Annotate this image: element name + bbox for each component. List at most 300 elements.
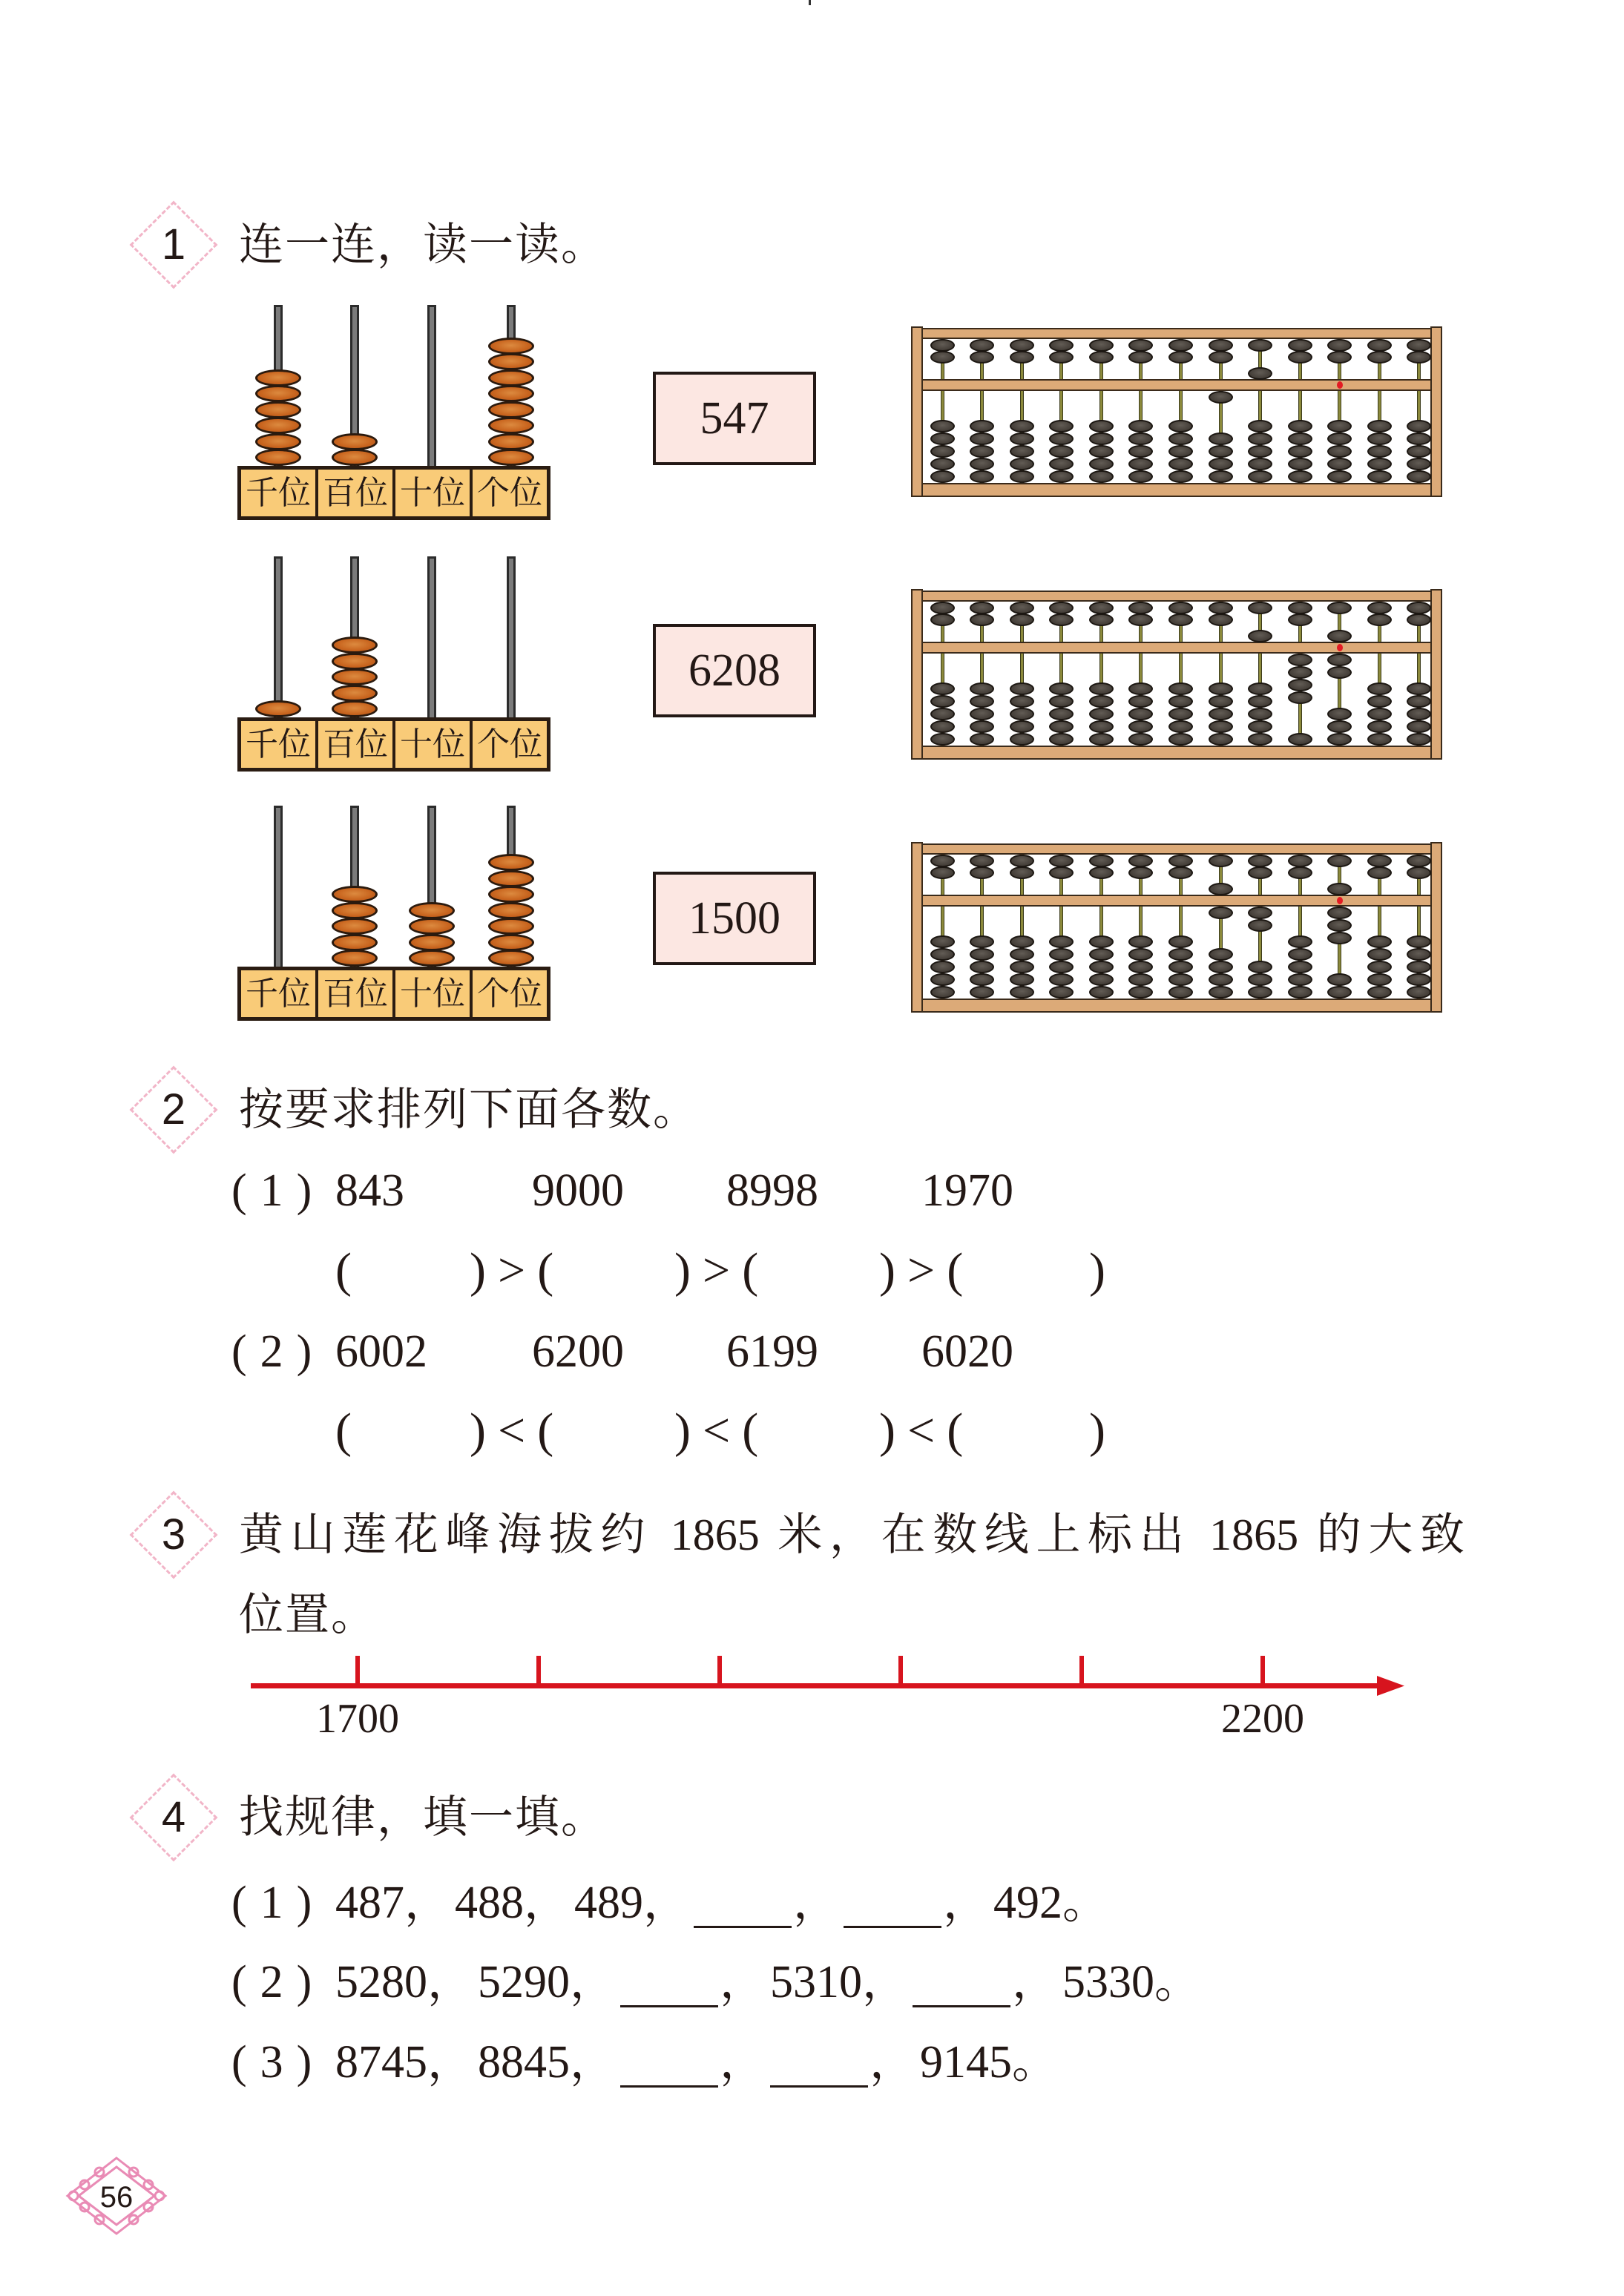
- lower-bead-icon: [1248, 695, 1272, 708]
- lower-bead-icon: [1407, 708, 1431, 720]
- frame-top-bar: [921, 328, 1432, 339]
- part-label: (2): [231, 1326, 326, 1377]
- lower-bead-icon: [1327, 708, 1352, 720]
- lower-bead-icon: [1327, 932, 1352, 944]
- bead-icon: [488, 870, 534, 887]
- lower-bead-icon: [1367, 682, 1392, 695]
- number-line[interactable]: [251, 1647, 1416, 1743]
- frame-beam: [921, 642, 1432, 654]
- lower-bead-icon: [1209, 986, 1233, 999]
- lower-bead-icon: [930, 432, 955, 445]
- lower-bead-icon: [1327, 432, 1352, 445]
- answer-blank[interactable]: [620, 2005, 718, 2007]
- lower-bead-icon: [1209, 695, 1233, 708]
- terminator: 。: [1062, 1878, 1109, 1928]
- frame-bottom-bar: [921, 483, 1432, 497]
- lower-bead-icon: [1367, 948, 1392, 961]
- lower-bead-icon: [1248, 708, 1272, 720]
- bead-stack-hundreds: [332, 806, 378, 967]
- lower-bead-icon: [1010, 708, 1034, 720]
- lower-bead-icon: [930, 720, 955, 733]
- lower-bead-icon: [970, 961, 994, 973]
- lower-bead-icon: [1209, 470, 1233, 483]
- lower-bead-icon: [1327, 733, 1352, 746]
- lower-bead-icon: [1010, 695, 1034, 708]
- separator: ，: [720, 1957, 766, 2007]
- frame-post: [911, 326, 923, 497]
- upper-bead-icon: [1049, 602, 1074, 614]
- place-value-abacus: [237, 556, 550, 772]
- bead-stack-hundreds: [332, 556, 378, 717]
- lower-bead-icon: [970, 948, 994, 961]
- label-ones: 个位: [470, 470, 547, 516]
- lower-bead-icon: [930, 733, 955, 746]
- lower-bead-icon: [1168, 708, 1193, 720]
- given-number: 9000: [532, 1165, 624, 1216]
- lower-bead-icon: [1010, 682, 1034, 695]
- answer-blank[interactable]: [770, 2085, 868, 2088]
- lower-bead-icon: [1288, 679, 1312, 691]
- upper-bead-icon: [1049, 866, 1074, 879]
- lower-bead-icon: [1209, 720, 1233, 733]
- lower-bead-icon: [1168, 973, 1193, 986]
- exercise-number: 2: [161, 1085, 186, 1134]
- bead-icon: [488, 353, 534, 370]
- separator: ，: [524, 1878, 571, 1928]
- lower-bead-icon: [1128, 708, 1153, 720]
- upper-bead-icon: [930, 614, 955, 626]
- frame-post: [911, 842, 923, 1013]
- bead-icon: [488, 369, 534, 386]
- upper-bead-icon: [1367, 614, 1392, 626]
- frame-bottom-bar: [921, 999, 1432, 1013]
- label-hundreds: 百位: [315, 970, 392, 1017]
- bead-icon: [332, 449, 378, 466]
- upper-bead-icon: [1367, 602, 1392, 614]
- answer-slot-open[interactable]: (: [335, 1243, 364, 1297]
- lower-bead-icon: [970, 708, 994, 720]
- lower-bead-icon: [1288, 458, 1312, 470]
- upper-bead-icon: [1248, 367, 1272, 380]
- upper-bead-icon: [1407, 339, 1431, 352]
- suanpan-abacus: [911, 841, 1442, 1013]
- upper-bead-icon: [930, 866, 955, 879]
- lower-bead-icon: [1367, 420, 1392, 432]
- lower-bead-icon: [1128, 432, 1153, 445]
- frame-post: [1430, 326, 1442, 497]
- separator: ，: [427, 1957, 474, 2007]
- lower-bead-icon: [930, 948, 955, 961]
- bead-icon: [332, 886, 378, 903]
- lower-bead-icon: [1288, 666, 1312, 679]
- answer-slot-joiner[interactable]: )>(: [879, 1243, 976, 1297]
- lower-bead-icon: [1089, 973, 1114, 986]
- lower-bead-icon: [1089, 695, 1114, 708]
- lower-bead-icon: [1327, 470, 1352, 483]
- separator: ，: [869, 2037, 916, 2088]
- lower-bead-icon: [1367, 695, 1392, 708]
- upper-bead-icon: [1010, 602, 1034, 614]
- bead-icon: [255, 385, 301, 402]
- lower-bead-icon: [1407, 986, 1431, 999]
- label-thousands: 千位: [246, 475, 311, 511]
- lower-bead-icon: [1089, 961, 1114, 973]
- exercise-3-title-line-2: 位置。: [239, 1591, 377, 1639]
- tick-mark: [1079, 1656, 1084, 1685]
- exercise-3-marker: [130, 1491, 217, 1579]
- bead-stack-tens: [409, 556, 455, 717]
- upper-bead-icon: [1248, 339, 1272, 352]
- upper-bead-icon: [1128, 602, 1153, 614]
- given-number: 843: [335, 1165, 404, 1216]
- label-tens: 十位: [392, 470, 470, 516]
- given-number: 1970: [921, 1165, 1013, 1216]
- upper-bead-icon: [1089, 614, 1114, 626]
- lower-bead-icon: [1089, 420, 1114, 432]
- sequence-number: 8745: [335, 2037, 427, 2088]
- bead-stack-thousands: [255, 806, 301, 967]
- lower-bead-icon: [1128, 986, 1153, 999]
- lower-bead-icon: [1049, 733, 1074, 746]
- bead-stack-ones: [488, 806, 534, 967]
- bead-icon: [332, 918, 378, 935]
- lower-bead-icon: [1168, 733, 1193, 746]
- lower-bead-icon: [1288, 691, 1312, 704]
- upper-bead-icon: [1168, 614, 1193, 626]
- sequence-number: 5280: [335, 1957, 427, 2007]
- bead-icon: [488, 433, 534, 450]
- lower-bead-icon: [1367, 708, 1392, 720]
- upper-bead-icon: [1248, 602, 1272, 614]
- lower-bead-icon: [970, 720, 994, 733]
- answer-slot-joiner[interactable]: )<(: [470, 1404, 566, 1458]
- lower-bead-icon: [970, 935, 994, 948]
- answer-slot-close[interactable]: ): [1089, 1404, 1117, 1458]
- upper-bead-icon: [1010, 339, 1034, 352]
- page-number: 56: [99, 2181, 134, 2214]
- lower-bead-icon: [1248, 733, 1272, 746]
- lower-bead-icon: [1288, 973, 1312, 986]
- separator: ，: [943, 1878, 990, 1928]
- upper-bead-icon: [1367, 339, 1392, 352]
- lower-bead-icon: [1128, 420, 1153, 432]
- label-thousands: 千位: [246, 726, 311, 763]
- answer-blank[interactable]: [913, 2005, 1010, 2007]
- lower-bead-icon: [1049, 458, 1074, 470]
- suanpan-abacus: [911, 325, 1442, 498]
- upper-bead-icon: [1209, 602, 1233, 614]
- bead-icon: [332, 653, 378, 670]
- answer-slot-joiner[interactable]: )<(: [674, 1404, 771, 1458]
- lower-bead-icon: [1367, 432, 1392, 445]
- lower-bead-icon: [1010, 948, 1034, 961]
- answer-slot-joiner[interactable]: )>(: [470, 1243, 566, 1297]
- lower-bead-icon: [1089, 470, 1114, 483]
- answer-slot-joiner[interactable]: )>(: [674, 1243, 771, 1297]
- answer-slot-open[interactable]: (: [335, 1404, 364, 1458]
- lower-bead-icon: [970, 733, 994, 746]
- exercise-2-marker: [130, 1066, 217, 1154]
- bead-icon: [488, 918, 534, 935]
- terminator: 。: [1012, 2037, 1059, 2088]
- sequence-number: 8845: [478, 2037, 570, 2088]
- answer-blank[interactable]: [620, 2085, 718, 2088]
- upper-bead-icon: [1248, 630, 1272, 642]
- lower-bead-icon: [970, 458, 994, 470]
- given-number: 6200: [532, 1326, 624, 1377]
- upper-bead-icon: [930, 855, 955, 867]
- lower-bead-icon: [930, 961, 955, 973]
- lower-bead-icon: [1128, 682, 1153, 695]
- exercise-number: 1: [161, 220, 186, 269]
- place-value-abacus: [237, 305, 550, 520]
- upper-bead-icon: [1209, 351, 1233, 364]
- lower-bead-icon: [1168, 948, 1193, 961]
- part-label: (3): [231, 2037, 326, 2088]
- lower-bead-icon: [1010, 961, 1034, 973]
- lower-bead-icon: [1010, 432, 1034, 445]
- frame-top-bar: [921, 843, 1432, 855]
- lower-bead-icon: [1209, 445, 1233, 458]
- bead-stack-ones: [488, 556, 534, 717]
- upper-bead-icon: [1089, 339, 1114, 352]
- part-label: (1): [231, 1165, 326, 1216]
- upper-bead-icon: [1327, 339, 1352, 352]
- page-number-badge: [65, 2155, 168, 2237]
- units-dot-icon: [1337, 897, 1343, 904]
- lower-bead-icon: [1248, 470, 1272, 483]
- sequence-number: 5330: [1062, 1957, 1154, 2007]
- number-card: 1500: [653, 872, 816, 965]
- frame-post: [1430, 842, 1442, 1013]
- upper-bead-icon: [1010, 614, 1034, 626]
- upper-bead-icon: [1327, 351, 1352, 364]
- lower-bead-icon: [1168, 935, 1193, 948]
- lower-bead-icon: [1248, 720, 1272, 733]
- lower-bead-icon: [1209, 708, 1233, 720]
- units-dot-icon: [1337, 381, 1343, 389]
- sequence-number: 488: [455, 1878, 524, 1928]
- lower-bead-icon: [1089, 445, 1114, 458]
- bead-icon: [332, 700, 378, 717]
- upper-bead-icon: [1288, 339, 1312, 352]
- lower-bead-icon: [1367, 961, 1392, 973]
- upper-bead-icon: [970, 339, 994, 352]
- upper-bead-icon: [1367, 351, 1392, 364]
- lower-bead-icon: [1168, 720, 1193, 733]
- place-label-bar: [237, 967, 550, 1021]
- lower-bead-icon: [1049, 720, 1074, 733]
- end-label: 2200: [1221, 1696, 1304, 1742]
- lower-bead-icon: [1089, 986, 1114, 999]
- lower-bead-icon: [1049, 948, 1074, 961]
- lower-bead-icon: [1407, 445, 1431, 458]
- bead-icon: [255, 700, 301, 717]
- lower-bead-icon: [1327, 720, 1352, 733]
- lower-bead-icon: [1407, 948, 1431, 961]
- label-tens: 十位: [392, 970, 470, 1017]
- upper-bead-icon: [1049, 351, 1074, 364]
- lower-bead-icon: [1128, 948, 1153, 961]
- lower-bead-icon: [1248, 973, 1272, 986]
- answer-blank[interactable]: [844, 1926, 941, 1928]
- lower-bead-icon: [930, 420, 955, 432]
- bead-icon: [409, 902, 455, 919]
- lower-bead-icon: [930, 935, 955, 948]
- lower-bead-icon: [930, 695, 955, 708]
- bead-icon: [255, 401, 301, 418]
- lower-bead-icon: [1168, 695, 1193, 708]
- lower-bead-icon: [930, 986, 955, 999]
- upper-bead-icon: [1327, 855, 1352, 867]
- exercise-1-title: 连一连，读一读。: [239, 220, 607, 269]
- lower-bead-icon: [1049, 961, 1074, 973]
- lower-bead-icon: [1168, 420, 1193, 432]
- upper-bead-icon: [1209, 614, 1233, 626]
- lower-bead-icon: [970, 420, 994, 432]
- lower-bead-icon: [1010, 420, 1034, 432]
- lower-bead-icon: [1288, 420, 1312, 432]
- upper-bead-icon: [1128, 339, 1153, 352]
- given-number: 6020: [921, 1326, 1013, 1377]
- upper-bead-icon: [1367, 855, 1392, 867]
- lower-bead-icon: [1248, 445, 1272, 458]
- lower-bead-icon: [970, 682, 994, 695]
- sequence-number: 487: [335, 1878, 404, 1928]
- lower-bead-icon: [1288, 470, 1312, 483]
- upper-bead-icon: [1367, 866, 1392, 879]
- separator: ，: [1012, 1957, 1059, 2007]
- lower-bead-icon: [1288, 935, 1312, 948]
- bead-icon: [255, 449, 301, 466]
- bead-icon: [409, 950, 455, 967]
- lower-bead-icon: [1327, 919, 1352, 932]
- exercise-3-title-line-1: 黄山莲花峰海拔约 1865 米，在数线上标出 1865 的大致: [239, 1510, 1464, 1559]
- upper-bead-icon: [1089, 602, 1114, 614]
- bead-icon: [332, 668, 378, 685]
- exercise-number: 4: [161, 1793, 186, 1841]
- lower-bead-icon: [1089, 935, 1114, 948]
- answer-slot-joiner[interactable]: )<(: [879, 1404, 976, 1458]
- answer-slot-close[interactable]: ): [1089, 1243, 1117, 1297]
- lower-bead-icon: [1248, 420, 1272, 432]
- tick-mark: [898, 1656, 903, 1685]
- lower-bead-icon: [1128, 961, 1153, 973]
- lower-bead-icon: [930, 708, 955, 720]
- bead-stack-hundreds: [332, 305, 378, 466]
- lower-bead-icon: [1367, 935, 1392, 948]
- bead-icon: [488, 401, 534, 418]
- tick-mark: [1260, 1656, 1265, 1685]
- lower-bead-icon: [1049, 432, 1074, 445]
- sequence-number: 5290: [478, 1957, 570, 2007]
- label-hundreds: 百位: [315, 470, 392, 516]
- upper-bead-icon: [970, 866, 994, 879]
- lower-bead-icon: [1367, 733, 1392, 746]
- lower-bead-icon: [1327, 445, 1352, 458]
- lower-bead-icon: [1407, 973, 1431, 986]
- answer-blank[interactable]: [694, 1926, 792, 1928]
- lower-bead-icon: [1128, 973, 1153, 986]
- bead-stack-thousands: [255, 305, 301, 466]
- number-card: 547: [653, 372, 816, 465]
- lower-bead-icon: [930, 458, 955, 470]
- separator: ，: [404, 1878, 451, 1928]
- lower-bead-icon: [1128, 445, 1153, 458]
- lower-bead-icon: [1248, 458, 1272, 470]
- lower-bead-icon: [1327, 666, 1352, 679]
- upper-bead-icon: [1128, 614, 1153, 626]
- upper-bead-icon: [1327, 602, 1352, 614]
- separator: ，: [720, 2037, 766, 2088]
- lower-bead-icon: [1168, 986, 1193, 999]
- lower-bead-icon: [1407, 720, 1431, 733]
- lower-bead-icon: [1168, 432, 1193, 445]
- sequence-row: [231, 1877, 1108, 1929]
- lower-bead-icon: [1209, 733, 1233, 746]
- lower-bead-icon: [1128, 458, 1153, 470]
- exercise-number: 3: [161, 1510, 186, 1559]
- lower-bead-icon: [1089, 708, 1114, 720]
- sequence-row: [231, 1956, 1200, 2008]
- exercise-4-marker: [130, 1774, 217, 1861]
- bead-icon: [488, 417, 534, 434]
- lower-bead-icon: [1407, 961, 1431, 973]
- upper-bead-icon: [1288, 351, 1312, 364]
- lower-bead-icon: [1128, 733, 1153, 746]
- bead-icon: [488, 902, 534, 919]
- lower-bead-icon: [1288, 432, 1312, 445]
- exercise-1-marker: [130, 201, 217, 289]
- upper-bead-icon: [1407, 614, 1431, 626]
- lower-bead-icon: [1089, 733, 1114, 746]
- lower-bead-icon: [1010, 733, 1034, 746]
- upper-bead-icon: [1248, 866, 1272, 879]
- bead-stack-tens: [409, 305, 455, 466]
- upper-bead-icon: [1327, 630, 1352, 642]
- lower-bead-icon: [970, 445, 994, 458]
- lower-bead-icon: [1209, 458, 1233, 470]
- upper-bead-icon: [970, 602, 994, 614]
- lower-bead-icon: [1327, 973, 1352, 986]
- bead-icon: [488, 449, 534, 466]
- lower-bead-icon: [1327, 458, 1352, 470]
- bead-icon: [409, 918, 455, 935]
- bead-icon: [488, 338, 534, 355]
- upper-bead-icon: [970, 351, 994, 364]
- upper-bead-icon: [1407, 855, 1431, 867]
- upper-bead-icon: [930, 602, 955, 614]
- bead-icon: [255, 369, 301, 386]
- lower-bead-icon: [1367, 470, 1392, 483]
- separator: ，: [862, 1957, 909, 2007]
- upper-bead-icon: [1248, 855, 1272, 867]
- lower-bead-icon: [1248, 682, 1272, 695]
- upper-bead-icon: [1407, 866, 1431, 879]
- lower-bead-icon: [1089, 432, 1114, 445]
- units-dot-icon: [1337, 644, 1343, 651]
- number-line-axis: [251, 1683, 1382, 1688]
- lower-bead-icon: [1407, 470, 1431, 483]
- lower-bead-icon: [1248, 907, 1272, 919]
- upper-bead-icon: [1407, 351, 1431, 364]
- upper-bead-icon: [1010, 855, 1034, 867]
- upper-bead-icon: [1128, 855, 1153, 867]
- lower-bead-icon: [1049, 420, 1074, 432]
- bead-icon: [488, 934, 534, 951]
- lower-bead-icon: [930, 973, 955, 986]
- label-thousands: 千位: [246, 976, 311, 1012]
